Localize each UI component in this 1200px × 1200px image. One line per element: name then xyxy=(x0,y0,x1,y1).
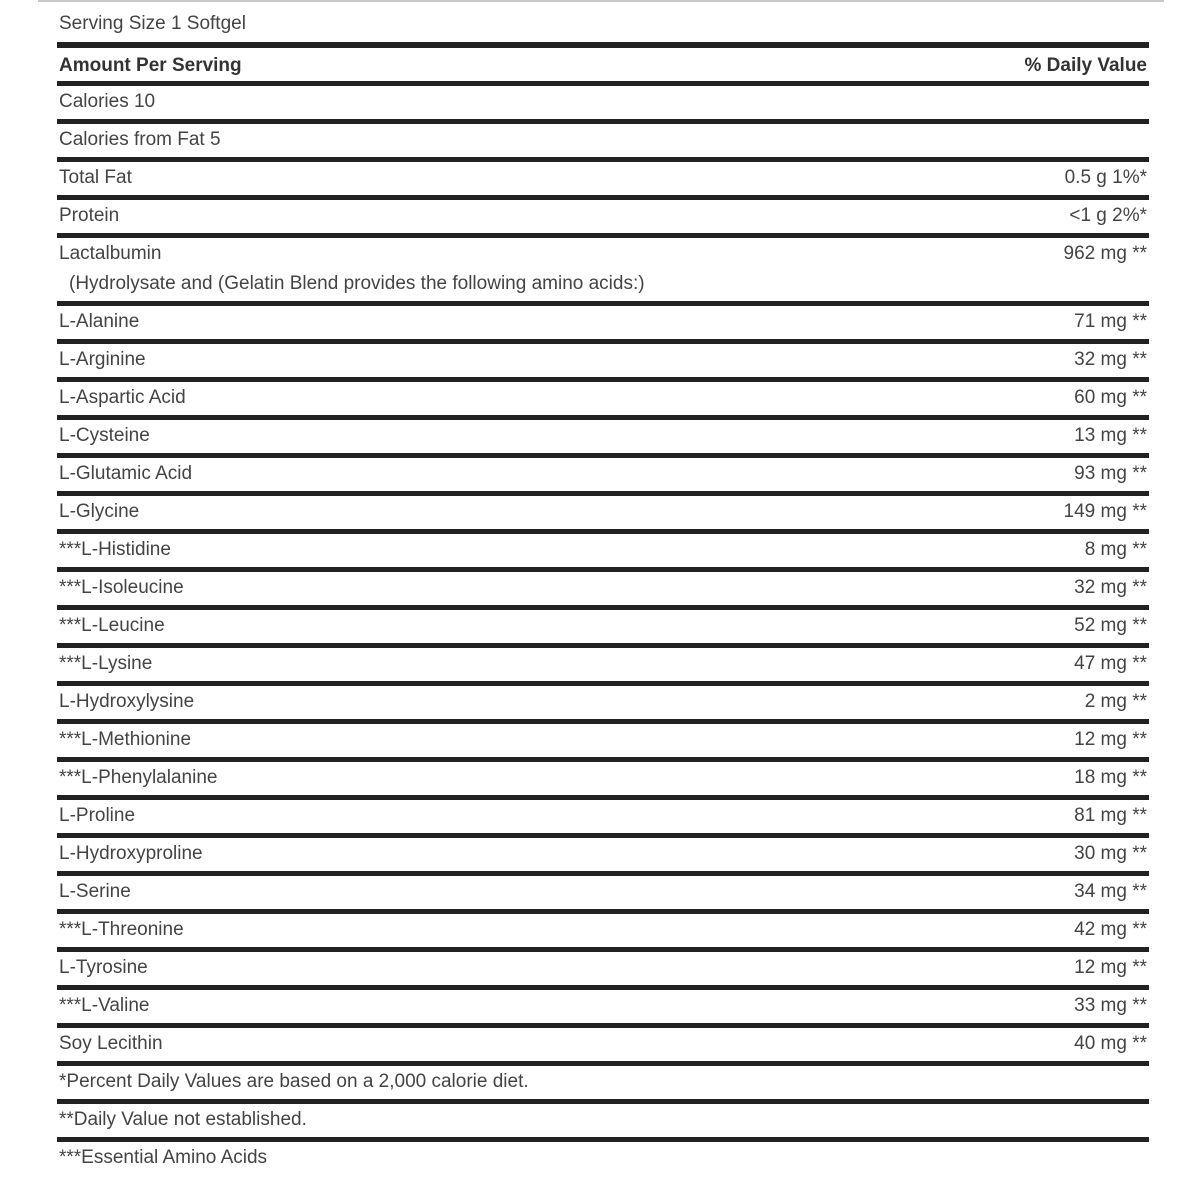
nutrient-amount: 42 mg ** xyxy=(1074,919,1147,940)
nutrient-amount: 32 mg ** xyxy=(1074,577,1147,598)
nutrient-name xyxy=(59,534,1085,566)
nutrient-label: ***L-Valine xyxy=(59,995,150,1016)
nutrient-amount: 8 mg ** xyxy=(1084,539,1147,560)
nutrient-label: ***L-Leucine xyxy=(59,615,165,636)
amount-per-serving-heading: Amount Per Serving xyxy=(59,55,242,76)
nutrient-name xyxy=(59,162,1065,194)
nutrient-name xyxy=(59,762,1074,794)
table-row xyxy=(57,306,1149,344)
table-row xyxy=(57,800,1149,838)
nutrient-label: L-Arginine xyxy=(59,349,146,370)
nutrient-label: L-Alanine xyxy=(59,311,140,332)
table-row xyxy=(57,496,1149,534)
nutrient-rows xyxy=(57,86,1149,1066)
nutrient-label: ***L-Methionine xyxy=(59,729,192,750)
table-row xyxy=(57,876,1149,914)
table-row xyxy=(57,724,1149,762)
nutrient-name xyxy=(59,86,1147,118)
nutrient-label: L-Glycine xyxy=(59,501,140,522)
nutrient-name xyxy=(59,124,1147,156)
nutrient-name xyxy=(59,420,1074,452)
table-row xyxy=(57,914,1149,952)
nutrient-amount: 60 mg ** xyxy=(1074,387,1147,408)
footnote-text: **Daily Value not established. xyxy=(59,1109,307,1130)
nutrient-name xyxy=(59,876,1074,908)
footnotes xyxy=(57,1066,1149,1175)
nutrient-label: Calories from Fat 5 xyxy=(59,129,221,150)
table-row xyxy=(57,458,1149,496)
nutrient-note: (Hydrolysate and (Gelatin Blend provides the following amino acids:) xyxy=(69,273,645,294)
nutrient-name xyxy=(59,496,1064,528)
nutrient-amount: 71 mg ** xyxy=(1074,311,1147,332)
nutrient-label: L-Proline xyxy=(59,805,136,826)
table-row xyxy=(57,572,1149,610)
table-row xyxy=(57,990,1149,1028)
nutrient-label: L-Cysteine xyxy=(59,425,150,446)
nutrient-name xyxy=(59,724,1074,756)
nutrient-name xyxy=(59,648,1074,680)
table-row xyxy=(57,1028,1149,1066)
nutrient-label: Soy Lecithin xyxy=(59,1033,163,1054)
nutrient-label: Protein xyxy=(59,205,120,226)
nutrient-name xyxy=(59,306,1074,338)
nutrient-name xyxy=(59,200,1069,232)
footnote-row xyxy=(57,1066,1149,1104)
footnote-row xyxy=(57,1142,1149,1175)
nutrient-label: L-Serine xyxy=(59,881,131,902)
table-row xyxy=(57,344,1149,382)
nutrient-amount: 2 mg ** xyxy=(1084,691,1147,712)
nutrient-amount: 52 mg ** xyxy=(1074,615,1147,636)
nutrient-amount: 40 mg ** xyxy=(1074,1033,1147,1054)
nutrient-label: ***L-Isoleucine xyxy=(59,577,184,598)
nutrient-label: ***L-Threonine xyxy=(59,919,184,940)
nutrient-label: Total Fat xyxy=(59,167,132,188)
nutrient-name xyxy=(59,610,1074,642)
table-row xyxy=(57,610,1149,648)
nutrient-label: L-Hydroxylysine xyxy=(59,691,195,712)
footnote-text: *Percent Daily Values are based on a 2,000 calorie diet. xyxy=(59,1071,529,1092)
nutrient-name xyxy=(59,914,1074,946)
footnote-row xyxy=(57,1104,1149,1142)
nutrient-name xyxy=(59,952,1074,984)
table-header xyxy=(57,48,1149,86)
nutrient-label: Calories 10 xyxy=(59,91,156,112)
nutrient-label: L-Tyrosine xyxy=(59,957,148,978)
footnote-text: ***Essential Amino Acids xyxy=(59,1147,268,1168)
table-row xyxy=(57,534,1149,572)
table-row xyxy=(57,420,1149,458)
nutrient-amount: 32 mg ** xyxy=(1074,349,1147,370)
nutrient-label: L-Glutamic Acid xyxy=(59,463,193,484)
nutrient-amount: 34 mg ** xyxy=(1074,881,1147,902)
nutrient-name xyxy=(59,572,1074,604)
nutrient-amount: 12 mg ** xyxy=(1074,729,1147,750)
nutrient-amount: 962 mg ** xyxy=(1063,243,1147,264)
nutrient-label: ***L-Histidine xyxy=(59,539,171,560)
nutrient-name xyxy=(59,686,1085,718)
table-row xyxy=(57,762,1149,800)
nutrient-amount: 12 mg ** xyxy=(1074,957,1147,978)
nutrient-name xyxy=(59,1028,1074,1060)
nutrient-amount: <1 g 2%* xyxy=(1069,205,1147,226)
nutrient-label: ***L-Phenylalanine xyxy=(59,767,218,788)
nutrient-name xyxy=(59,382,1074,414)
table-row xyxy=(57,648,1149,686)
nutrient-amount: 81 mg ** xyxy=(1074,805,1147,826)
table-row xyxy=(57,86,1149,124)
nutrient-label: Lactalbumin xyxy=(59,243,162,264)
top-divider xyxy=(38,0,1164,2)
nutrient-label: L-Hydroxyproline xyxy=(59,843,203,864)
nutrient-amount: 13 mg ** xyxy=(1074,425,1147,446)
table-row xyxy=(57,686,1149,724)
nutrient-label: L-Aspartic Acid xyxy=(59,387,186,408)
nutrient-amount: 0.5 g 1%* xyxy=(1064,167,1147,188)
serving-size: Serving Size 1 Softgel xyxy=(59,13,246,34)
daily-value-heading: % Daily Value xyxy=(1024,55,1147,76)
nutrient-name xyxy=(59,800,1074,832)
table-row xyxy=(57,200,1149,238)
nutrient-name xyxy=(59,238,1064,298)
nutrient-name xyxy=(59,838,1074,870)
nutrient-amount: 18 mg ** xyxy=(1074,767,1147,788)
table-row xyxy=(57,838,1149,876)
nutrient-name xyxy=(59,344,1074,376)
table-row xyxy=(57,382,1149,420)
nutrient-amount: 149 mg ** xyxy=(1063,501,1147,522)
nutrient-label: ***L-Lysine xyxy=(59,653,153,674)
nutrient-name xyxy=(59,458,1074,490)
table-row xyxy=(57,238,1149,306)
nutrient-amount: 47 mg ** xyxy=(1074,653,1147,674)
nutrient-name xyxy=(59,990,1074,1022)
supplement-facts-panel xyxy=(57,6,1149,1175)
nutrient-amount: 33 mg ** xyxy=(1074,995,1147,1016)
table-row xyxy=(57,162,1149,200)
nutrient-amount: 93 mg ** xyxy=(1074,463,1147,484)
table-row xyxy=(57,952,1149,990)
table-row xyxy=(57,124,1149,162)
nutrient-amount: 30 mg ** xyxy=(1074,843,1147,864)
